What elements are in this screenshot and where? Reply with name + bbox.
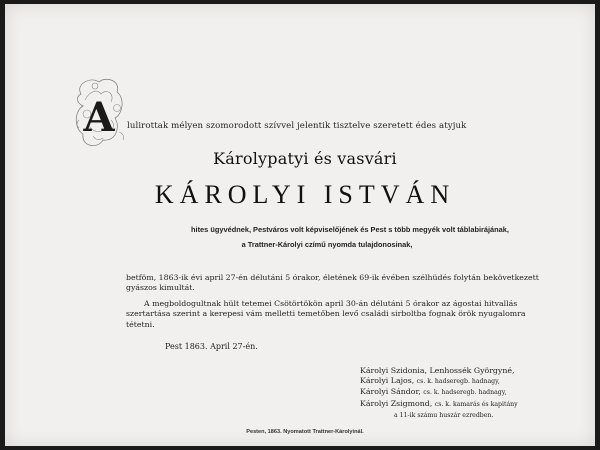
signatory-row — [360, 366, 560, 376]
signatory-continuation: a 11-ik számu huszár ezredben. — [394, 411, 494, 419]
title-line-2: a Trattner-Károlyi czímű nyomda tulajdonosinak, — [241, 240, 413, 249]
printer-imprint: Pesten, 1863. Nyomatott Trattner-Károlyinál. — [246, 429, 364, 435]
family-line: Károlypatyi és vasvári — [213, 149, 397, 168]
signatory-note: cs. k. hadseregb. hadnagy, — [423, 389, 507, 397]
mourning-notice-sheet — [5, 4, 595, 446]
signatory-name: Károlyi Lajos, — [360, 376, 415, 386]
signatory-name: Károlyi Szidonia, — [360, 366, 428, 375]
initial-letter: A — [83, 94, 115, 141]
signatory-note: Lenhossék Györgyné, — [429, 366, 515, 375]
deceased-name: KÁROLYI ISTVÁN — [154, 180, 456, 209]
signatory-name: Károlyi Sándor, — [360, 387, 421, 397]
paragraph-death: betföm, 1863-ik évi april 27-én délutáni 5 órakor, életének 69-ik évében szélhüdés folytán bekövetkezett gyászos kimultát. — [126, 273, 539, 293]
signatory-note: cs. k. kamarás és kapitány — [434, 400, 518, 408]
signatories — [360, 366, 560, 421]
title-line-1: hites ügyvédnek, Pestváros volt képviselőjének és Pest s több megyék volt táblabirájának, — [191, 225, 509, 234]
signatory-row — [360, 387, 560, 398]
signatory-row — [360, 376, 560, 387]
signatory-note: cs. k. hadseregb. hadnagy, — [416, 378, 500, 386]
signatory-row — [360, 399, 560, 410]
signatory-name: Károlyi Zsigmond, — [360, 398, 433, 408]
dateline: Pest 1863. April 27-én. — [165, 342, 258, 351]
opening-line: lulirottak mélyen szomorodott szívvel jelentik tisztelve szeretett édes atyjuk — [127, 121, 467, 131]
ornamental-initial — [71, 74, 131, 154]
paragraph-funeral: A megboldogultnak hült tetemei Csötörtökön april 30-án délutáni 5 órakor az ágostai hitvallás szertartása szerint a kerepesi vám melletti temetőben levő családi sirboltba fognak örök nyugalomra tétetni. — [126, 299, 526, 329]
